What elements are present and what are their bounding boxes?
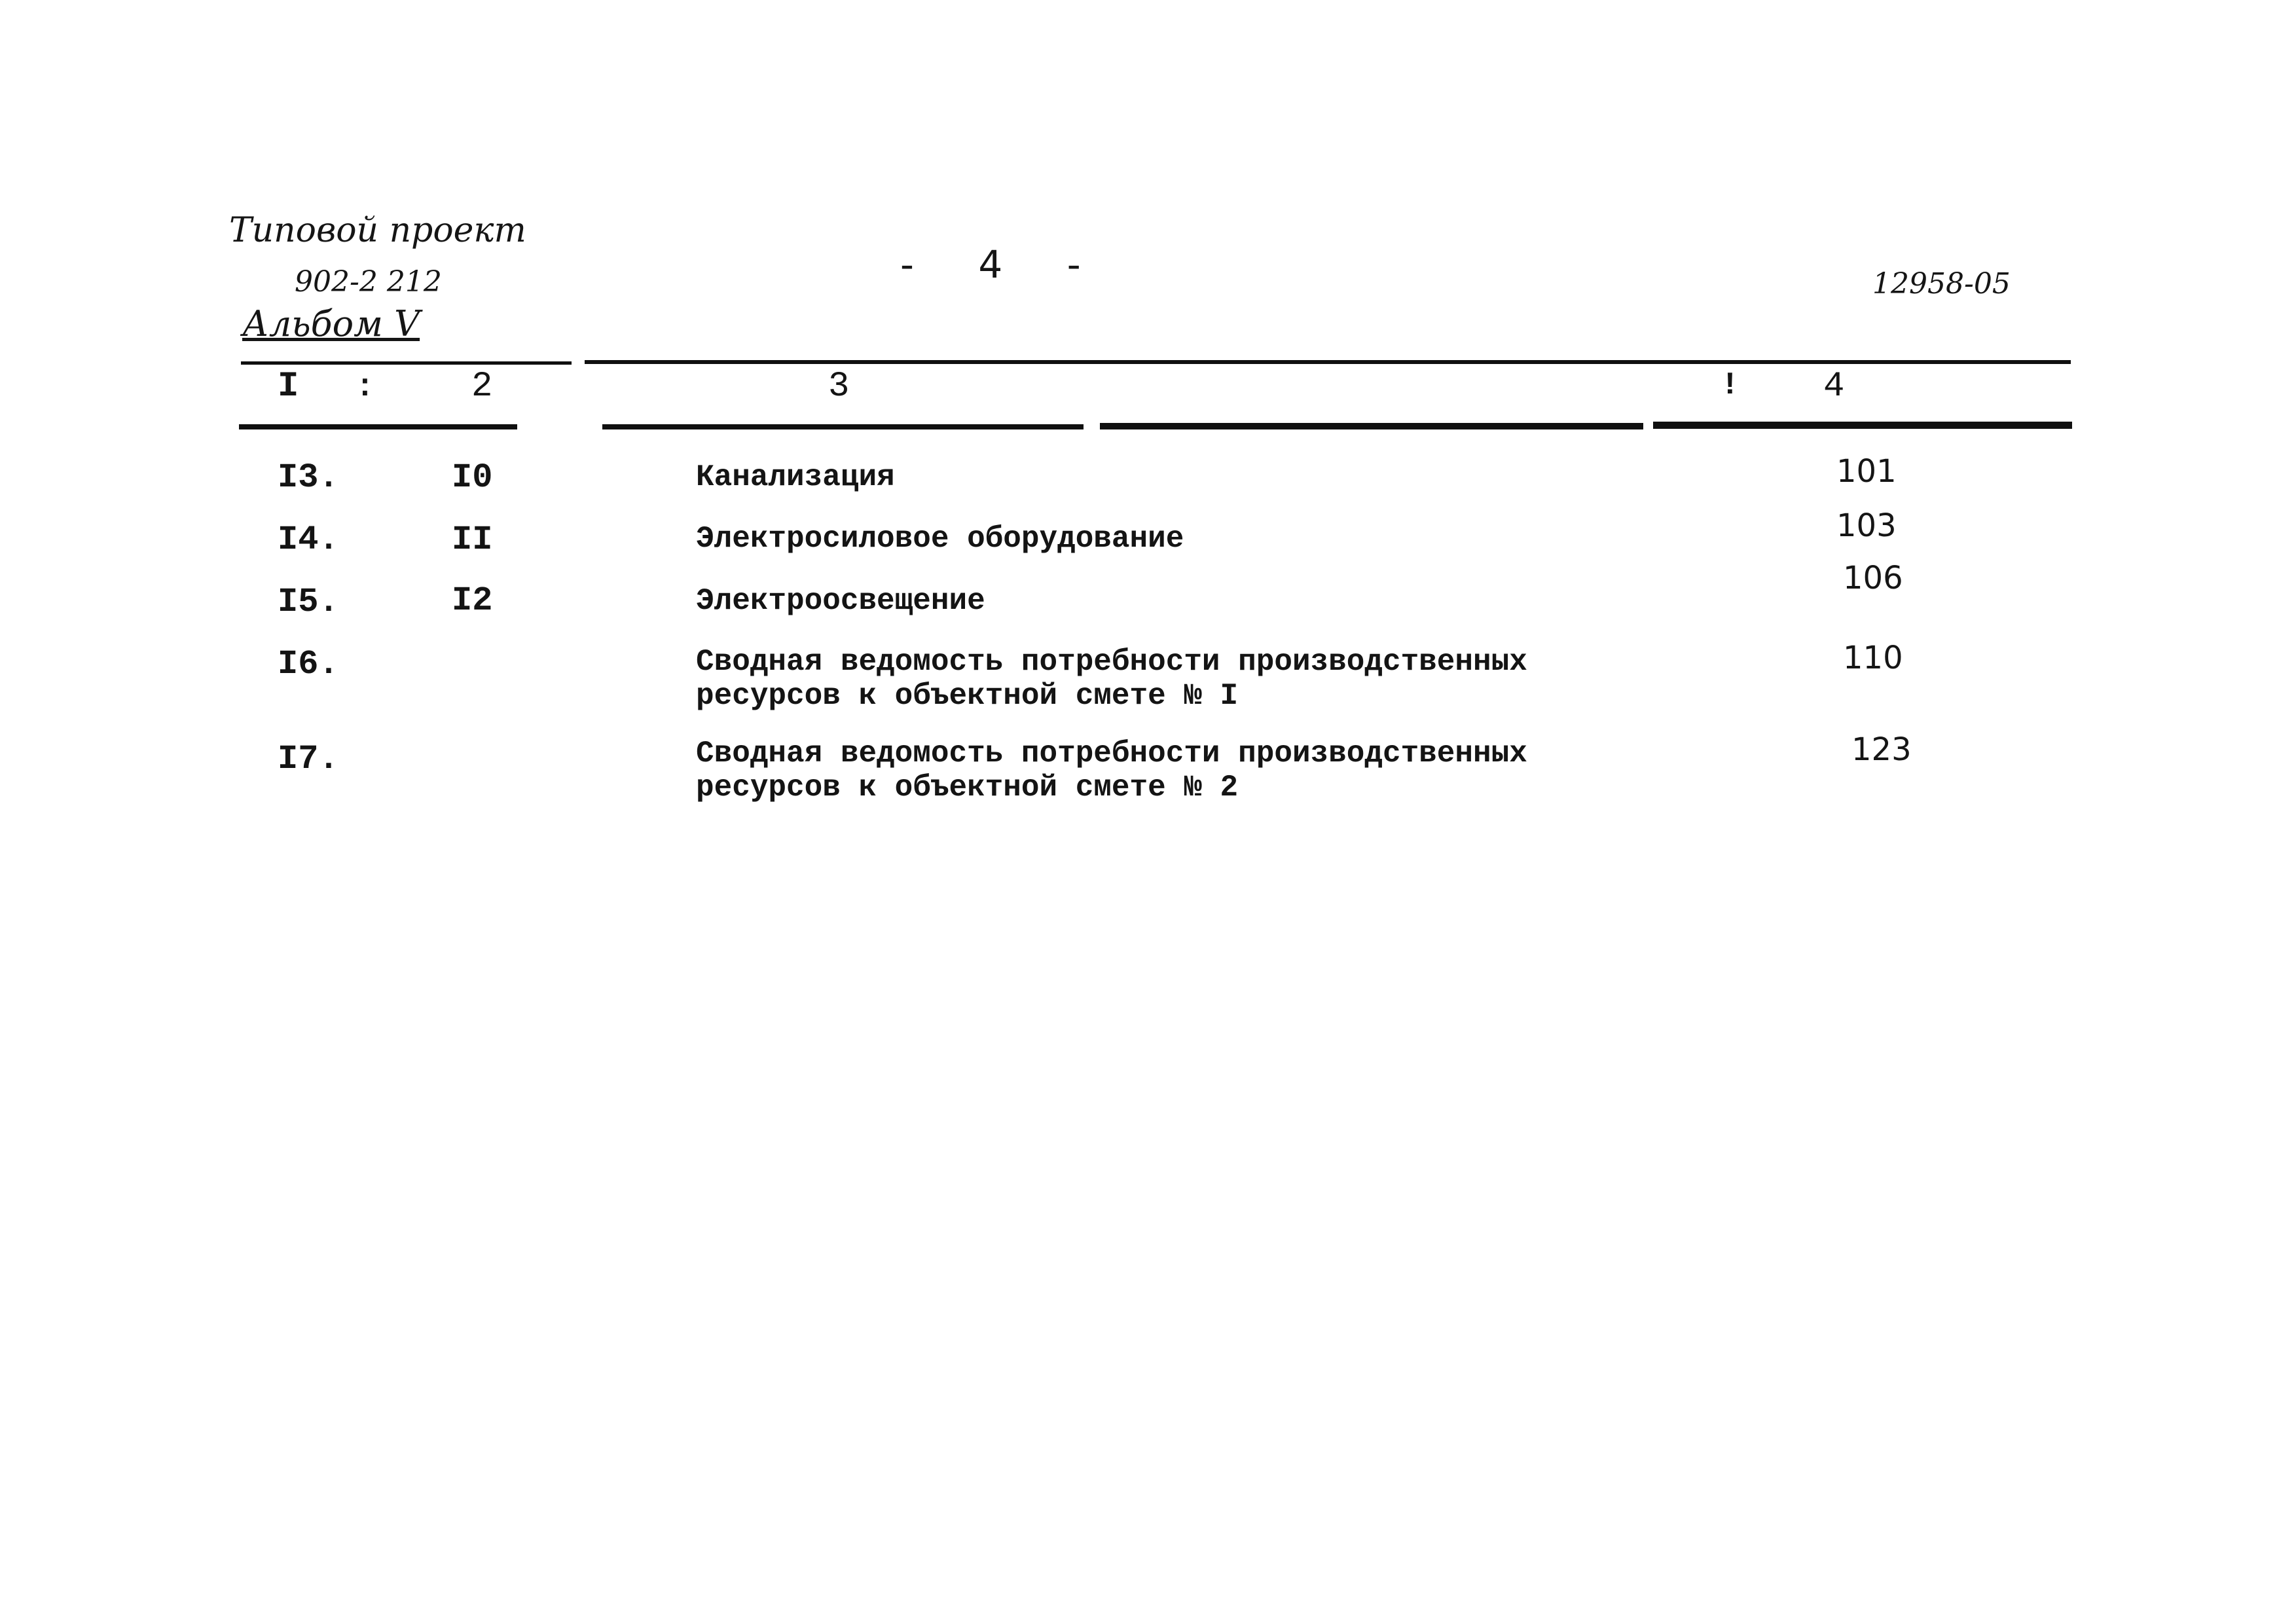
column-header-1: I <box>278 367 299 407</box>
row-number: I3. <box>278 458 339 497</box>
row-number: I4. <box>278 520 339 559</box>
row-page: 106 <box>1843 560 1903 596</box>
project-number: 902-2 212 <box>295 265 442 299</box>
document-code: 12958-05 <box>1872 267 2011 301</box>
column-header-2: 2 <box>471 367 493 407</box>
column-header-3: 3 <box>828 367 850 407</box>
row-page: 123 <box>1851 731 1912 768</box>
row-description-line: Сводная ведомость потребности производственных <box>696 645 1527 679</box>
header-rule-4 <box>1653 422 2072 429</box>
row-description <box>696 522 1184 556</box>
row-description-line: Электроосвещение <box>696 584 985 618</box>
row-page: 103 <box>1836 507 1897 544</box>
project-title: Типовой проект <box>229 211 526 250</box>
row-description-line: ресурсов к объектной смете № 2 <box>696 771 1239 805</box>
column-header-4: 4 <box>1823 367 1845 407</box>
top-rule-right <box>585 360 2071 364</box>
page-number: - 4 - <box>900 242 1107 287</box>
row-description-line: ресурсов к объектной смете № I <box>696 679 1239 713</box>
header-rule-3 <box>1100 423 1643 429</box>
row-section: II <box>452 520 493 559</box>
row-description <box>696 737 1527 805</box>
row-section: I0 <box>452 458 493 497</box>
row-description <box>696 460 895 494</box>
row-number: I6. <box>278 645 339 684</box>
row-page: 110 <box>1843 640 1903 676</box>
album-label: Альбом V <box>242 303 420 344</box>
header-rule-1 <box>239 424 517 429</box>
row-description-line: Сводная ведомость потребности производственных <box>696 737 1527 771</box>
row-description <box>696 584 985 618</box>
column-separator-2: ! <box>1721 368 1740 403</box>
header-rule-2 <box>602 424 1084 429</box>
top-rule-left <box>241 361 572 365</box>
column-separator: : <box>355 370 374 405</box>
row-section: I2 <box>452 581 493 620</box>
row-page: 101 <box>1836 453 1897 490</box>
row-number: I5. <box>278 583 339 621</box>
row-number: I7. <box>278 740 339 778</box>
row-description-line: Канализация <box>696 460 895 494</box>
row-description-line: Электросиловое оборудование <box>696 522 1184 556</box>
row-description <box>696 645 1527 713</box>
